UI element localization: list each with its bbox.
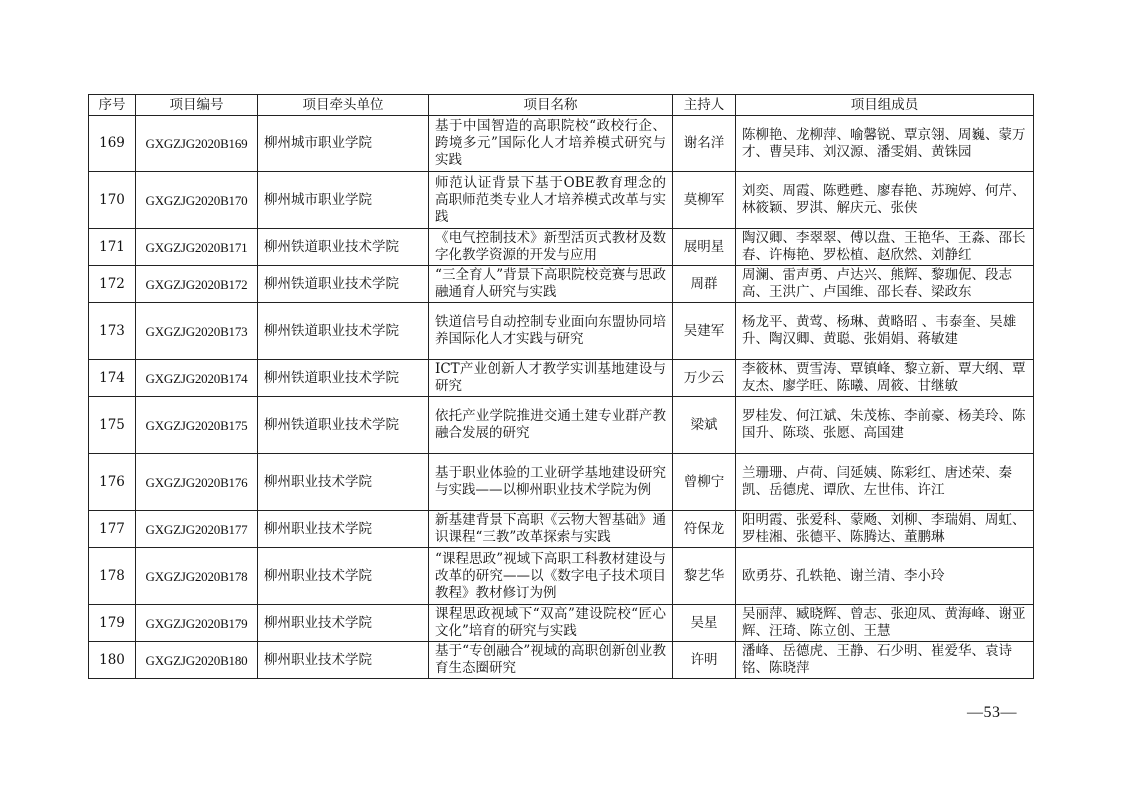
table-row (89, 116, 1034, 172)
cell-name: 《电气控制技术》新型活页式教材及数字化教学资源的开发与应用 (429, 229, 673, 266)
table-row (89, 266, 1034, 303)
cell-code: GXGZJG2020B175 (136, 397, 258, 454)
cell-host: 曾柳宁 (673, 454, 736, 511)
header-no: 序号 (89, 95, 136, 116)
cell-host: 周群 (673, 266, 736, 303)
cell-no: 175 (89, 397, 136, 454)
cell-members: 李筱林、贾雪涛、覃镇峰、黎立新、覃大纲、覃友杰、廖学旺、陈曦、周筱、甘继敏 (736, 360, 1034, 397)
cell-no: 171 (89, 229, 136, 266)
cell-no: 176 (89, 454, 136, 511)
cell-name: 基于职业体验的工业研学基地建设研究与实践——以柳州职业技术学院为例 (429, 454, 673, 511)
cell-members: 周澜、雷声勇、卢达兴、熊辉、黎珈伲、段志高、王洪广、卢国维、邵长春、梁政东 (736, 266, 1034, 303)
cell-unit: 柳州职业技术学院 (258, 605, 429, 642)
table-row (89, 548, 1034, 605)
cell-members: 兰珊珊、卢荷、闫延姨、陈彩红、唐述荣、秦凯、岳德虎、谭欣、左世伟、许江 (736, 454, 1034, 511)
cell-unit: 柳州职业技术学院 (258, 642, 429, 679)
cell-code: GXGZJG2020B180 (136, 642, 258, 679)
cell-name: 新基建背景下高职《云物大智基础》通识课程“三教”改革探索与实践 (429, 511, 673, 548)
cell-unit: 柳州铁道职业技术学院 (258, 303, 429, 360)
cell-host: 许明 (673, 642, 736, 679)
table-header-row (89, 95, 1034, 116)
cell-name: 铁道信号自动控制专业面向东盟协同培养国际化人才实践与研究 (429, 303, 673, 360)
cell-code: GXGZJG2020B174 (136, 360, 258, 397)
cell-name: ICT产业创新人才教学实训基地建设与研究 (429, 360, 673, 397)
cell-unit: 柳州城市职业学院 (258, 172, 429, 229)
cell-members: 阳明霞、张爱科、蒙飏、刘柳、李瑞娟、周虹、罗桂湘、张德平、陈腾达、董鹏琳 (736, 511, 1034, 548)
cell-no: 169 (89, 116, 136, 172)
cell-code: GXGZJG2020B172 (136, 266, 258, 303)
cell-no: 173 (89, 303, 136, 360)
cell-host: 万少云 (673, 360, 736, 397)
cell-unit: 柳州职业技术学院 (258, 548, 429, 605)
project-table (88, 94, 1034, 679)
cell-host: 吴建军 (673, 303, 736, 360)
cell-name: “课程思政”视域下高职工科教材建设与改革的研究——以《数字电子技术项目教程》教材修订为例 (429, 548, 673, 605)
table-row (89, 511, 1034, 548)
cell-code: GXGZJG2020B169 (136, 116, 258, 172)
cell-unit: 柳州职业技术学院 (258, 454, 429, 511)
cell-name: 师范认证背景下基于OBE教育理念的高职师范类专业人才培养模式改革与实践 (429, 172, 673, 229)
cell-name: 课程思政视域下“双高”建设院校“匠心文化”培育的研究与实践 (429, 605, 673, 642)
table-row (89, 172, 1034, 229)
cell-unit: 柳州城市职业学院 (258, 116, 429, 172)
cell-name: “三全育人”背景下高职院校竞赛与思政融通育人研究与实践 (429, 266, 673, 303)
cell-code: GXGZJG2020B170 (136, 172, 258, 229)
cell-members: 罗桂发、何江斌、朱茂栋、李前豪、杨美玲、陈国升、陈琰、张愿、高国建 (736, 397, 1034, 454)
cell-members: 潘峰、岳德虎、王静、石少明、崔爱华、袁诗铭、陈晓萍 (736, 642, 1034, 679)
table-row (89, 360, 1034, 397)
cell-members: 刘奕、周霞、陈甦甦、廖春艳、苏琬婷、何芹、林筱颖、罗淇、解庆元、张侠 (736, 172, 1034, 229)
cell-unit: 柳州铁道职业技术学院 (258, 360, 429, 397)
cell-no: 172 (89, 266, 136, 303)
cell-unit: 柳州铁道职业技术学院 (258, 229, 429, 266)
cell-name: 基于中国智造的高职院校“政校行企、跨境多元”国际化人才培养模式研究与实践 (429, 116, 673, 172)
header-host: 主持人 (673, 95, 736, 116)
cell-no: 174 (89, 360, 136, 397)
cell-code: GXGZJG2020B173 (136, 303, 258, 360)
page-number: —53— (967, 704, 1017, 721)
cell-members: 吴丽萍、臧晓辉、曾志、张迎凤、黄海峰、谢亚辉、汪琦、陈立创、王慧 (736, 605, 1034, 642)
cell-name: 依托产业学院推进交通土建专业群产教融合发展的研究 (429, 397, 673, 454)
cell-code: GXGZJG2020B178 (136, 548, 258, 605)
cell-host: 莫柳军 (673, 172, 736, 229)
cell-unit: 柳州铁道职业技术学院 (258, 397, 429, 454)
cell-host: 梁斌 (673, 397, 736, 454)
table-row (89, 397, 1034, 454)
cell-unit: 柳州职业技术学院 (258, 511, 429, 548)
cell-code: GXGZJG2020B176 (136, 454, 258, 511)
cell-host: 符保龙 (673, 511, 736, 548)
table-row (89, 454, 1034, 511)
cell-members: 陶汉卿、李翠翠、傅以盘、王艳华、王淼、邵长春、许梅艳、罗松植、赵欣然、刘静红 (736, 229, 1034, 266)
cell-unit: 柳州铁道职业技术学院 (258, 266, 429, 303)
cell-no: 179 (89, 605, 136, 642)
header-unit: 项目牵头单位 (258, 95, 429, 116)
cell-members: 杨龙平、黄莺、杨琳、黄略昭 、韦泰奎、吴雄升、陶汉卿、黄聪、张娟娟、蒋敏建 (736, 303, 1034, 360)
header-name: 项目名称 (429, 95, 673, 116)
cell-host: 谢名洋 (673, 116, 736, 172)
table-body (89, 116, 1034, 679)
table-row (89, 642, 1034, 679)
cell-code: GXGZJG2020B177 (136, 511, 258, 548)
cell-no: 177 (89, 511, 136, 548)
table-row (89, 605, 1034, 642)
cell-code: GXGZJG2020B171 (136, 229, 258, 266)
table-row (89, 229, 1034, 266)
cell-name: 基于“专创融合”视域的高职创新创业教育生态圈研究 (429, 642, 673, 679)
cell-no: 170 (89, 172, 136, 229)
cell-host: 吴星 (673, 605, 736, 642)
table-row (89, 303, 1034, 360)
header-members: 项目组成员 (736, 95, 1034, 116)
cell-no: 180 (89, 642, 136, 679)
cell-members: 欧勇芬、孔轶艳、谢兰清、李小玲 (736, 548, 1034, 605)
header-code: 项目编号 (136, 95, 258, 116)
cell-host: 展明星 (673, 229, 736, 266)
cell-members: 陈柳艳、龙柳萍、喻馨锐、覃京翎、周巍、蒙万才、曹吴玮、刘汉源、潘雯娟、黄铢园 (736, 116, 1034, 172)
cell-code: GXGZJG2020B179 (136, 605, 258, 642)
cell-host: 黎艺华 (673, 548, 736, 605)
cell-no: 178 (89, 548, 136, 605)
